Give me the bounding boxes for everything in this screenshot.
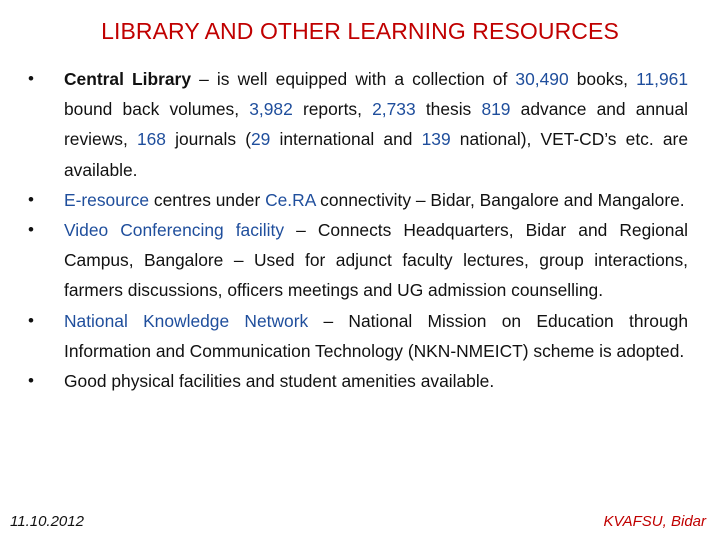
bullet-highlight: 3,982 <box>249 99 293 120</box>
bullet-dot-icon: • <box>28 220 34 240</box>
footer-date: 11.10.2012 <box>10 513 84 530</box>
bullet-item <box>28 215 688 306</box>
bullet-text: thesis <box>415 99 482 120</box>
bullet-highlight: Central Library <box>64 69 191 89</box>
bullet-highlight: 30,490 <box>515 69 569 89</box>
slide-title: LIBRARY AND OTHER LEARNING RESOURCES <box>101 18 619 44</box>
bullet-text: reports, <box>292 99 373 120</box>
bullet-text: journals ( <box>165 129 251 150</box>
bullet-dot-icon: • <box>28 310 34 330</box>
bullet-text: national), VET-CD’s etc. are available. <box>64 129 688 180</box>
bullet-highlight: 819 <box>481 99 511 120</box>
bullet-text: – Connects Headquarters, Bidar and Regional Campus, Bangalore – Used for adjunct faculty lectures, group interactions, farmers discussions, officers meetings and UG admission counselling. <box>64 220 688 301</box>
bullet-item <box>28 64 688 185</box>
bullet-list <box>28 64 688 396</box>
bullet-dot-icon: • <box>28 189 34 209</box>
bullet-highlight: Ce.RA <box>265 189 316 210</box>
bullet-highlight: 2,733 <box>372 99 416 120</box>
bullet-dot-icon: • <box>28 371 34 391</box>
footer-organization: KVAFSU, Bidar <box>603 513 706 530</box>
bullet-text: Good physical facilities and student amenities available. <box>64 371 495 392</box>
bullet-highlight: E-resource <box>64 189 150 210</box>
bullet-highlight: National Knowledge Network <box>64 310 309 331</box>
bullet-item <box>28 306 688 366</box>
bullet-dot-icon: • <box>28 69 34 88</box>
bullet-text: centres under <box>149 189 266 210</box>
bullet-text: international and <box>270 129 422 150</box>
bullet-highlight: 29 <box>251 129 271 150</box>
bullet-text: connectivity – Bidar, Bangalore and Mangalore. <box>315 189 685 210</box>
bullet-text: bound back volumes, <box>64 99 250 120</box>
bullet-highlight: Video Conferencing facility <box>64 220 285 241</box>
bullet-text: – is well equipped with a collection of <box>191 69 516 89</box>
bullet-item <box>28 366 688 396</box>
bullet-text: books, <box>568 69 637 89</box>
bullet-item <box>28 185 688 215</box>
bullet-highlight: 11,961 <box>636 69 689 89</box>
bullet-text: – National Mission on Education through Information and Communication Technology (NKN-NMEICT) scheme is adopted. <box>64 310 688 361</box>
bullet-highlight: 139 <box>421 129 451 150</box>
bullet-highlight: 168 <box>136 129 166 150</box>
bullet-text: advance and annual reviews, <box>64 99 689 150</box>
